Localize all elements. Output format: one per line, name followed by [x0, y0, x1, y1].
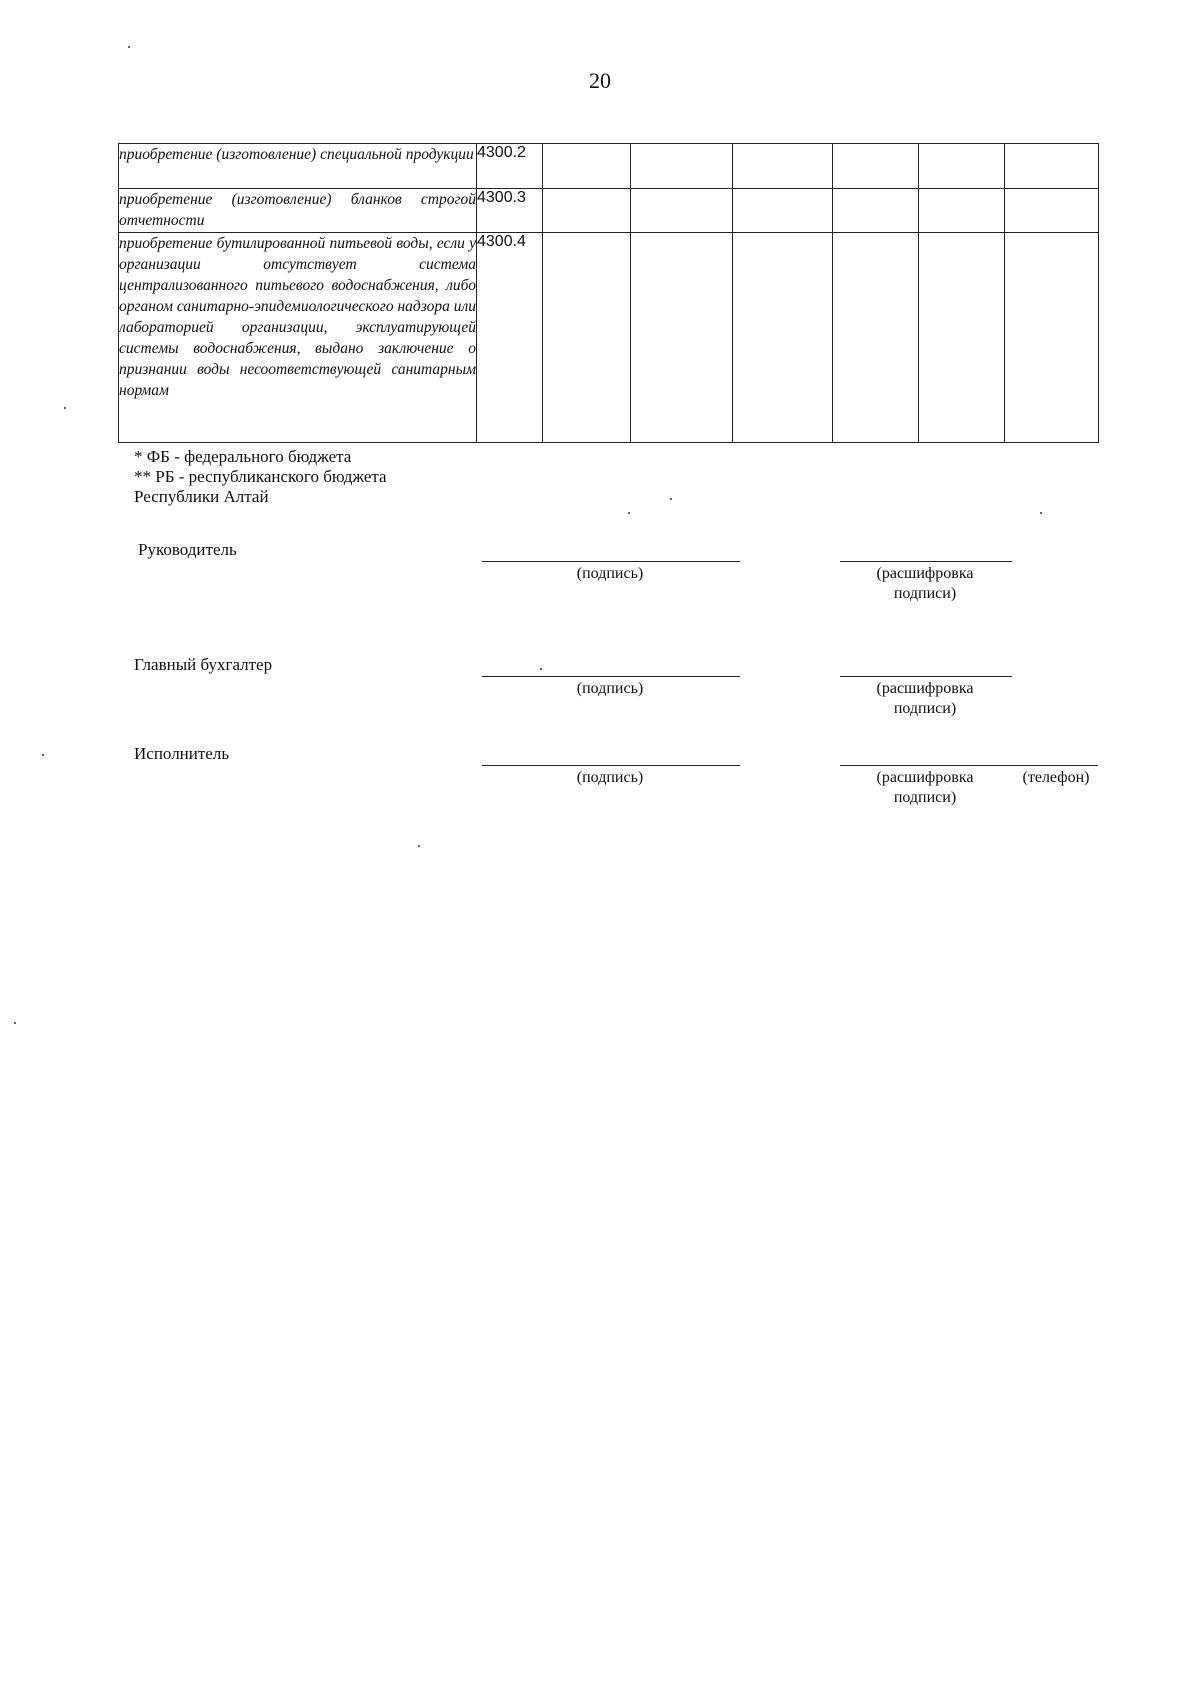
head-signature-caption: (подпись) [576, 565, 644, 582]
row-code: 4300.3 [477, 189, 543, 233]
decoding-caption-line2: подписи) [893, 700, 957, 717]
value-cell [733, 189, 833, 233]
footnote-rb: ** РБ - республиканского бюджета [134, 467, 387, 486]
row-code: 4300.4 [477, 233, 543, 443]
row-description: приобретение (изготовление) бланков строгой отчетности [119, 189, 477, 233]
accountant-decoding-caption [850, 679, 1000, 719]
decoding-caption-line1: (расшифровка [876, 680, 974, 697]
accountant-label: Главный бухгалтер [134, 655, 273, 674]
page-number: 20 [589, 68, 611, 93]
decoding-caption-line1: (расшифровка [876, 769, 974, 786]
budget-table [118, 143, 1099, 443]
table-row [119, 189, 1099, 233]
footnote-fb: * ФБ - федерального бюджета [134, 447, 352, 466]
scan-speck [128, 46, 130, 48]
value-cell [833, 144, 919, 189]
head-signature-line [482, 561, 740, 562]
decoding-caption-line2: подписи) [893, 585, 957, 602]
value-cell [631, 233, 733, 443]
executor-signature-caption: (подпись) [576, 769, 644, 786]
executor-signature-line [482, 765, 740, 766]
accountant-signature-line [482, 676, 740, 677]
executor-decoding-caption [850, 768, 1000, 808]
head-decoding-line [840, 561, 1012, 562]
accountant-signature-caption: (подпись) [576, 680, 644, 697]
table-row [119, 144, 1099, 189]
executor-decoding-line [840, 765, 1098, 766]
decoding-caption-line1: (расшифровка [876, 565, 974, 582]
value-cell [919, 144, 1005, 189]
value-cell [733, 233, 833, 443]
scan-speck [42, 754, 44, 756]
row-description: приобретение (изготовление) специальной продукции [119, 144, 477, 189]
scan-speck [14, 1022, 16, 1024]
value-cell [543, 233, 631, 443]
scan-speck [1040, 512, 1042, 514]
value-cell [543, 189, 631, 233]
value-cell [919, 189, 1005, 233]
scan-speck [670, 498, 672, 500]
value-cell [1005, 189, 1099, 233]
value-cell [543, 144, 631, 189]
head-label: Руководитель [138, 540, 237, 559]
scan-speck [628, 512, 630, 514]
row-description: приобретение бутилированной питьевой воды, если у организации отсутствует система централизованного питьевого водоснабжения, либо органом санитарно-эпидемиологического надзора или лабораторией организации, эксплуатирующей системы водоснабжения, выдано заключение о признании воды несоответствующей санитарным нормам [119, 233, 477, 443]
value-cell [631, 144, 733, 189]
value-cell [1005, 144, 1099, 189]
decoding-caption-line2: подписи) [893, 789, 957, 806]
footnote-rb-cont: Республики Алтай [134, 487, 269, 506]
value-cell [631, 189, 733, 233]
phone-caption: (телефон) [1022, 769, 1090, 786]
row-code: 4300.2 [477, 144, 543, 189]
scan-speck [64, 407, 66, 409]
table-row [119, 233, 1099, 443]
accountant-decoding-line [840, 676, 1012, 677]
value-cell [833, 233, 919, 443]
value-cell [919, 233, 1005, 443]
scan-speck [418, 845, 420, 847]
executor-label: Исполнитель [134, 744, 230, 763]
value-cell [1005, 233, 1099, 443]
head-decoding-caption [850, 564, 1000, 604]
value-cell [733, 144, 833, 189]
footnotes [134, 447, 387, 507]
scan-speck [540, 668, 542, 670]
value-cell [833, 189, 919, 233]
